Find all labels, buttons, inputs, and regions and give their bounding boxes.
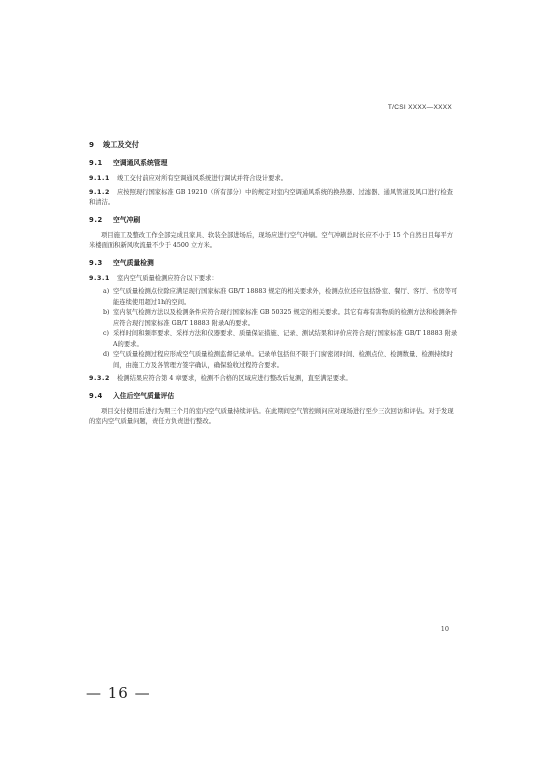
subsection-title: 入住后空气质量评估: [113, 391, 175, 400]
section-number: 9: [89, 140, 95, 149]
subsection-number: 9.1: [89, 159, 103, 167]
section-9-heading: [89, 140, 459, 150]
clause-9-3-1: [89, 274, 459, 285]
clause-text: 应按照现行国家标准 GB 19210（所有部分）中的规定对室内空调通风系统的换热器、过滤器、通风管道及风口进行检查和清洁。: [89, 188, 453, 206]
requirements-list: [89, 287, 459, 371]
clause-9-1-1: [89, 174, 459, 185]
document-page-number: 10: [440, 625, 449, 633]
list-item-text: 采样时间和频率要求、采样方法和仪器要求、质量保证措施、记录、测试结果和评价应符合现行国家标准 GB/T 18883 附录A的要求。: [113, 330, 458, 348]
list-item: [89, 287, 459, 308]
subsection-number: 9.3: [89, 258, 103, 267]
list-marker: b): [103, 309, 110, 316]
clause-number: 9.3.1: [89, 274, 110, 282]
subsection-9-2-heading: [89, 215, 459, 225]
list-item-text: 室内氡气检测方法以及检测条件应符合现行国家标准 GB 50325 规定的相关要求。其它有毒有害物质的检测方法和检测条件应符合现行国家标准 GB/T 18883 附录A的要求。: [113, 309, 458, 327]
paragraph-post-occupancy: 项目交付使用后进行为期三个月的室内空气质量持续评估。在此期间空气管控顾问应对现场进行至少三次回访和评估。对于发现的室内空气质量问题，责任方负责进行整改。: [89, 407, 454, 425]
clause-number: 9.1.1: [89, 175, 110, 182]
clause-9-1-2: [89, 188, 459, 209]
clause-9-3-2: [89, 374, 459, 385]
subsection-title: 空气质量检测: [113, 258, 154, 267]
subsection-9-3-heading: [89, 258, 459, 268]
list-item: [89, 329, 459, 350]
clause-text: 竣工交付前应对所有空调通风系统进行调试并符合设计要求。: [117, 175, 288, 182]
list-marker: c): [103, 330, 109, 337]
print-page-number: — 16 —: [86, 684, 151, 702]
clause-number: 9.1.2: [89, 188, 110, 196]
subsection-number: 9.2: [89, 215, 103, 224]
document-code-header: T/CSI XXXX—XXXX: [387, 104, 452, 111]
clause-text: 检测结果应符合第 4 章要求，检测不合格的区域应进行整改后复测，直至满足要求。: [117, 375, 352, 382]
clause-number: 9.3.2: [89, 375, 110, 382]
list-marker: a): [103, 288, 110, 295]
list-item-text: 空气质量检测过程应形成空气质量检测监督记录单。记录单包括但不限于门窗密闭时间、检测点位、检测数量、检测持续时间，由施工方及各管理方签字确认，确保验收过程符合要求。: [113, 351, 454, 369]
subsection-9-1-heading: [89, 158, 459, 168]
paragraph-air-flush: 项目施工及整改工作全部完成且家具、软装全部进场后，现场应进行空气冲刷。空气冲刷总时长应不小于 15 个自然日且每平方米楼面面积新风吹流量不少于 4500 立方米。: [89, 231, 454, 249]
list-item: [89, 308, 459, 329]
subsection-9-4-heading: [89, 391, 459, 401]
subsection-title: 空调通风系统管理: [113, 159, 168, 167]
page-content: [89, 140, 459, 431]
list-item: [89, 350, 459, 371]
subsection-number: 9.4: [89, 391, 103, 400]
section-title: 竣工及交付: [103, 140, 139, 149]
subsection-title: 空气冲刷: [113, 215, 141, 224]
clause-text: 室内空气质量检测应符合以下要求：: [117, 274, 218, 282]
list-item-text: 空气质量检测点位除应满足现行国家标准 GB/T 18883 规定的相关要求外，检测点位还应包括卧室、餐厅、客厅、书房等可能连续使用超过1h的空间。: [113, 288, 458, 306]
list-marker: d): [103, 351, 110, 358]
